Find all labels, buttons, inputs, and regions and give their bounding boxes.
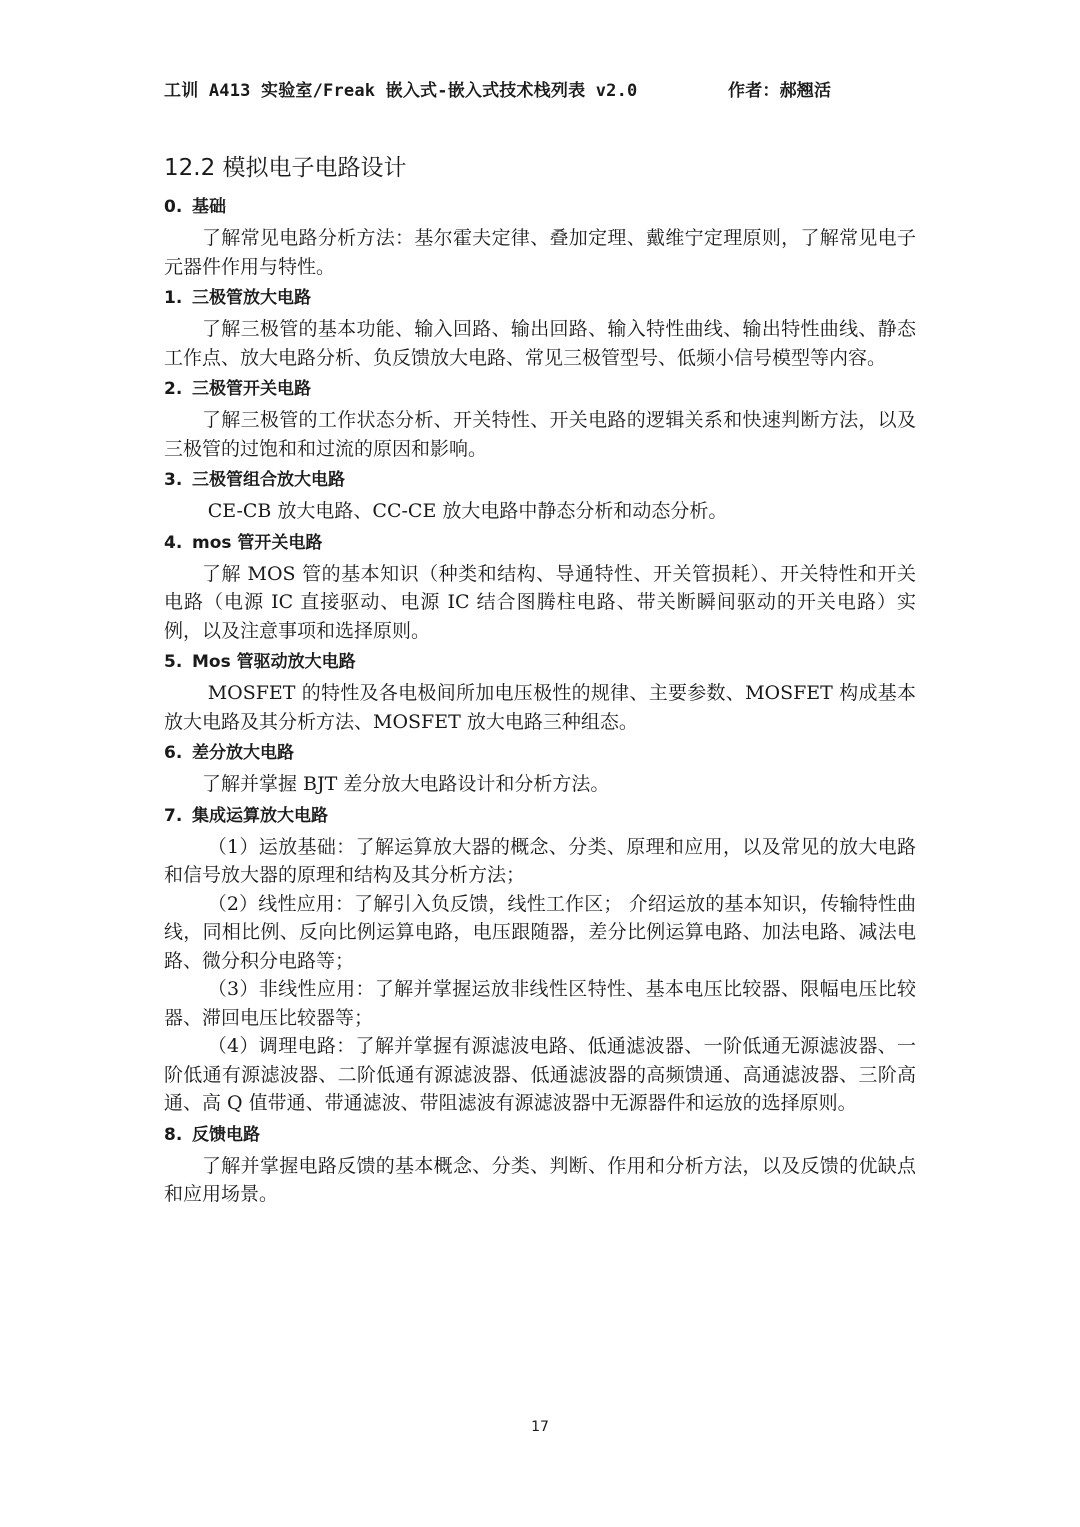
subsection-number: 7.	[164, 805, 183, 826]
subsection-title: 差分放大电路	[192, 743, 294, 763]
paragraph: （3）非线性应用：了解并掌握运放非线性区特性、基本电压比较器、限幅电压比较器、滞回电压比较器等；	[164, 978, 916, 1029]
header-author: 作者：郝翘活	[728, 81, 832, 101]
subsection-title: 集成运算放大电路	[192, 805, 328, 826]
subsection-heading-6	[164, 740, 916, 766]
paragraph: CE-CB 放大电路、CC-CE 放大电路中静态分析和动态分析。	[207, 500, 728, 522]
subsection-title: mos 管开关电路	[192, 532, 323, 553]
paragraph: 了解并掌握 BJT 差分放大电路设计和分析方法。	[202, 773, 610, 795]
subsection-title: 三极管组合放大电路	[192, 470, 345, 490]
paragraph: MOSFET 的特性及各电极间所加电压极性的规律、主要参数、MOSFET 构成基本放大电路及其分析方法、MOSFET 放大电路三种组态。	[164, 682, 916, 733]
section-title: 12.2 模拟电子电路设计	[164, 155, 407, 181]
paragraph: 了解 MOS 管的基本知识（种类和结构、导通特性、开关管损耗）、开关特性和开关电路（电源 IC 直接驱动、电源 IC 结合图腾柱电路、带关断瞬间驱动的开关电路）实例，以及注意事项和选择原则。	[164, 562, 916, 642]
subsection-number: 8.	[164, 1124, 183, 1145]
page-number: 17	[531, 1419, 549, 1435]
subsection-number: 5.	[164, 652, 183, 672]
subsection-heading-0	[164, 194, 916, 220]
subsection-heading-5	[164, 649, 916, 675]
subsection-number: 3.	[164, 470, 183, 490]
subsection-heading-7	[164, 803, 916, 829]
subsection-number: 6.	[164, 743, 183, 763]
paragraph: 了解并掌握电路反馈的基本概念、分类、判断、作用和分析方法，以及反馈的优缺点和应用场景。	[164, 1154, 916, 1205]
paragraph: （4）调理电路：了解并掌握有源滤波电路、低通滤波器、一阶低通无源滤波器、一阶低通有源滤波器、二阶低通有源滤波器、低通滤波器的高频馈通、高通滤波器、三阶高通、高 Q 值带通、带通滤波、带阻滤波有源滤波器中无源器件和运放的选择原则。	[164, 1035, 916, 1114]
paragraph: 了解三极管的工作状态分析、开关特性、开关电路的逻辑关系和快速判断方法，以及三极管的过饱和和过流的原因和影响。	[164, 409, 916, 460]
header-title: 工训 A413 实验室/Freak 嵌入式-嵌入式技术栈列表 v2.0	[164, 81, 638, 101]
subsection-title: 三极管开关电路	[192, 379, 311, 399]
subsection-number: 2.	[164, 379, 183, 399]
subsection-number: 0.	[164, 197, 183, 217]
subsection-heading-3	[164, 467, 916, 493]
subsection-heading-1	[164, 285, 916, 311]
subsection-heading-2	[164, 376, 916, 402]
subsection-heading-4	[164, 530, 916, 556]
page-header	[164, 76, 916, 106]
paragraph: 了解常见电路分析方法：基尔霍夫定律、叠加定理、戴维宁定理原则，了解常见电子元器件作用与特性。	[164, 227, 916, 278]
subsection-title: Mos 管驱动放大电路	[192, 652, 356, 672]
subsection-number: 1.	[164, 288, 183, 308]
subsection-heading-8	[164, 1122, 916, 1148]
paragraph: 了解三极管的基本功能、输入回路、输出回路、输入特性曲线、输出特性曲线、静态工作点、放大电路分析、负反馈放大电路、常见三极管型号、低频小信号模型等内容。	[164, 318, 916, 369]
paragraph: （2）线性应用：了解引入负反馈，线性工作区； 介绍运放的基本知识，传输特性曲线，同相比例、反向比例运算电路，电压跟随器，差分比例运算电路、加法电路、减法电路、微分积分电路等；	[164, 892, 916, 972]
paragraph: （1）运放基础：了解运算放大器的概念、分类、原理和应用，以及常见的放大电路和信号放大器的原理和结构及其分析方法；	[164, 835, 916, 886]
subsection-number: 4.	[164, 532, 183, 553]
subsection-title: 基础	[192, 197, 226, 217]
page-content	[164, 148, 916, 1209]
subsection-title: 反馈电路	[192, 1124, 260, 1145]
subsection-title: 三极管放大电路	[192, 288, 311, 308]
